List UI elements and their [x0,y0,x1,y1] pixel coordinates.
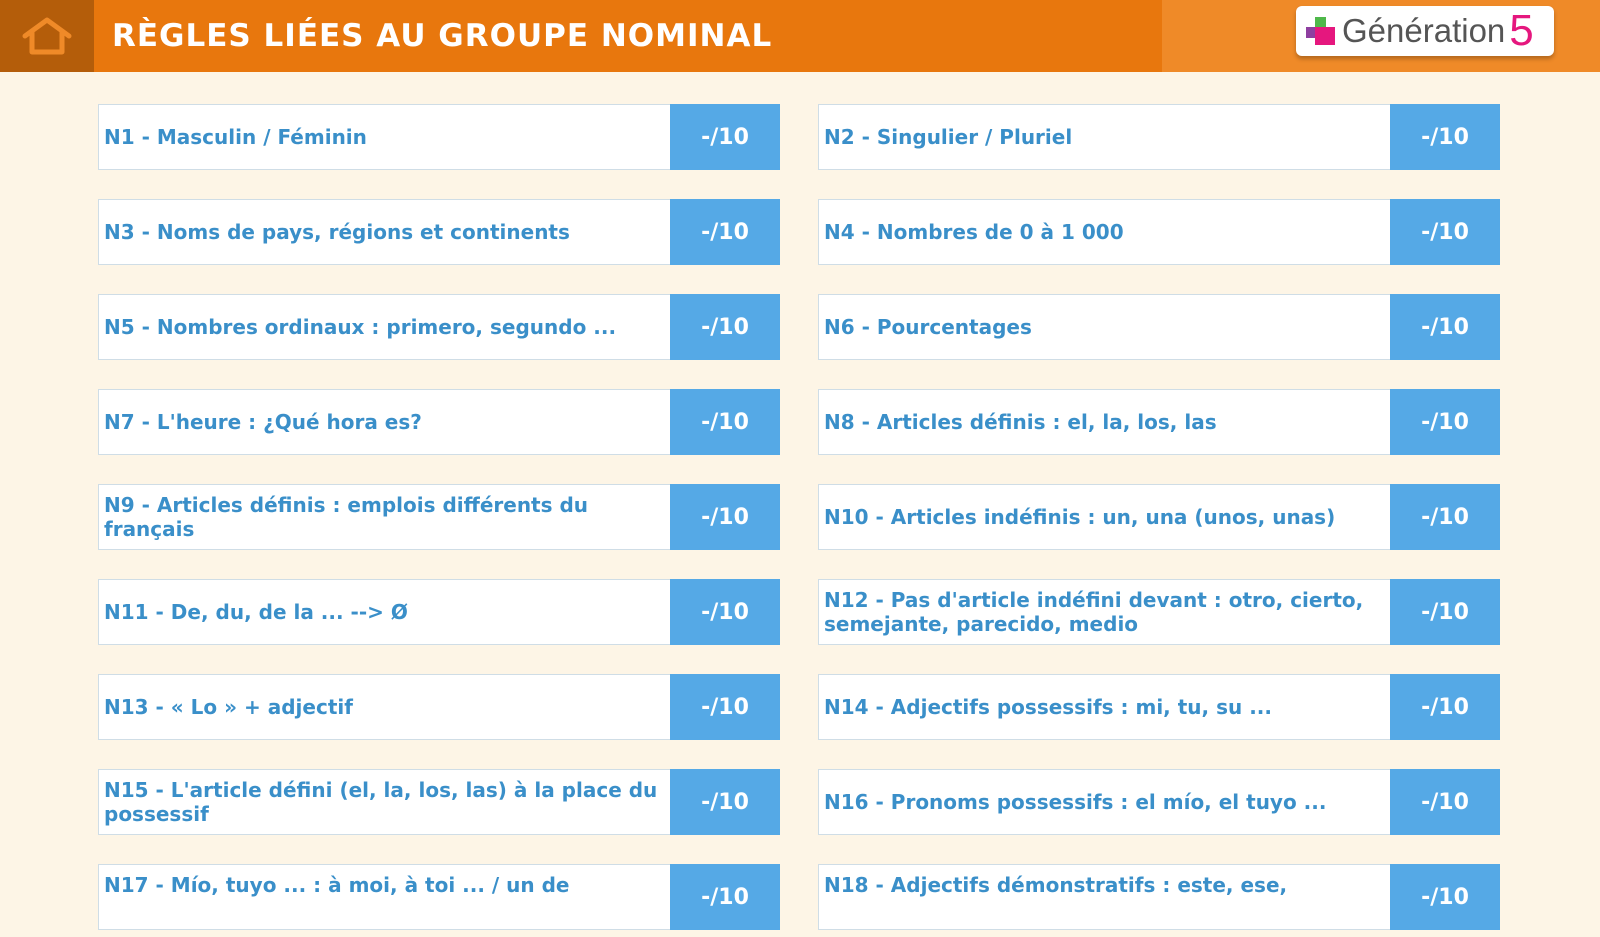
home-icon [21,16,73,56]
rule-item-n3[interactable] [98,199,780,265]
rule-item-n16[interactable] [818,769,1500,835]
rule-item-n11[interactable] [98,579,780,645]
rule-score-button[interactable]: -/10 [1390,104,1500,170]
rule-score-button[interactable]: -/10 [670,389,780,455]
rule-label: N9 - Articles définis : emplois différents du français [104,493,589,541]
rule-label: N2 - Singulier / Pluriel [824,125,1073,149]
rule-label: N6 - Pourcentages [824,315,1032,339]
rule-score-button[interactable]: -/10 [1390,199,1500,265]
rule-score-button[interactable]: -/10 [670,104,780,170]
rule-label: N16 - Pronoms possessifs : el mío, el tuyo ... [824,790,1327,814]
rule-item-n13[interactable] [98,674,780,740]
rule-item-n17[interactable] [98,864,780,930]
rule-score-button[interactable]: -/10 [670,864,780,930]
rule-item-n18[interactable] [818,864,1500,930]
rule-score-button[interactable]: -/10 [1390,674,1500,740]
rule-item-n14[interactable] [818,674,1500,740]
rule-item-n12[interactable] [818,579,1500,645]
rule-item-n9[interactable] [98,484,780,550]
generation5-logo [1296,6,1554,56]
rule-item-n1[interactable] [98,104,780,170]
rule-label: N1 - Masculin / Féminin [104,125,367,149]
rule-label: N7 - L'heure : ¿Qué hora es? [104,410,422,434]
rule-item-n8[interactable] [818,389,1500,455]
rule-label: N13 - « Lo » + adjectif [104,695,353,719]
rule-item-n2[interactable] [818,104,1500,170]
logo-number: 5 [1509,6,1534,55]
rule-label: N5 - Nombres ordinaux : primero, segundo ... [104,315,617,339]
rule-item-n7[interactable] [98,389,780,455]
rule-label: N4 - Nombres de 0 à 1 000 [824,220,1124,244]
rule-score-button[interactable]: -/10 [1390,769,1500,835]
rule-score-button[interactable]: -/10 [670,199,780,265]
rule-label: N3 - Noms de pays, régions et continents [104,220,570,244]
rule-score-button[interactable]: -/10 [1390,294,1500,360]
rule-score-button[interactable]: -/10 [670,294,780,360]
rule-item-n5[interactable] [98,294,780,360]
rule-score-button[interactable]: -/10 [1390,484,1500,550]
rule-score-button[interactable]: -/10 [670,579,780,645]
rule-score-button[interactable]: -/10 [670,674,780,740]
rule-score-button[interactable]: -/10 [1390,579,1500,645]
logo-mark-icon [1306,13,1336,49]
app-header [0,0,1600,72]
rule-label: N17 - Mío, tuyo ... : à moi, à toi ... / un de [104,873,570,897]
page-title: RÈGLES LIÉES AU GROUPE NOMINAL [112,18,773,54]
rule-score-button[interactable]: -/10 [670,484,780,550]
rule-label: N11 - De, du, de la ... --> Ø [104,600,408,624]
rule-label: N18 - Adjectifs démonstratifs : este, ese, [824,873,1288,897]
rule-item-n10[interactable] [818,484,1500,550]
rule-item-n6[interactable] [818,294,1500,360]
rule-item-n4[interactable] [818,199,1500,265]
rule-score-button[interactable]: -/10 [1390,864,1500,930]
rule-label: N10 - Articles indéfinis : un, una (unos, unas) [824,505,1336,529]
rule-label: N12 - Pas d'article indéfini devant : otro, cierto, semejante, parecido, medio [824,588,1364,636]
logo-text: Génération [1342,12,1506,49]
rule-score-button[interactable]: -/10 [670,769,780,835]
rule-label: N8 - Articles définis : el, la, los, las [824,410,1217,434]
rule-score-button[interactable]: -/10 [1390,389,1500,455]
rule-label: N15 - L'article défini (el, la, los, las) à la place du possessif [104,778,658,826]
rule-item-n15[interactable] [98,769,780,835]
home-button[interactable] [0,0,94,72]
rule-label: N14 - Adjectifs possessifs : mi, tu, su ... [824,695,1272,719]
